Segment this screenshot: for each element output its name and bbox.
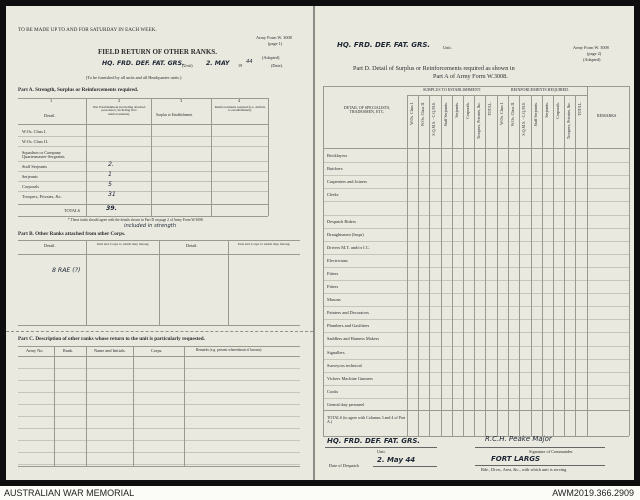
part-d-title: Part D. Detail of Surplus or Reinforcements required as shown in bbox=[353, 65, 515, 72]
despatch-date-handwritten: 2. May 44 bbox=[377, 456, 416, 464]
col-head: Unit and Corps to which they belong. bbox=[237, 242, 291, 246]
col-head: Detail. bbox=[44, 243, 56, 248]
col-head: War Establishment (including attached personnel ( including first reinforcements). bbox=[92, 105, 146, 116]
trade-rule bbox=[323, 175, 629, 176]
subcol-head: TOTAL. bbox=[487, 102, 493, 116]
top-instruction: TO BE MADE UP TO AND FOR SATURDAY IN EACH WEEK. bbox=[18, 27, 157, 33]
subcol-head: Corporals. bbox=[555, 102, 560, 119]
strength-value: 5 bbox=[108, 181, 112, 188]
strength-value: 1 bbox=[108, 171, 112, 178]
trade-rule bbox=[323, 215, 629, 216]
totals-value: 39. bbox=[106, 205, 117, 212]
furnished-note: (To be furnished by all units and all Headquarter units.) bbox=[86, 75, 182, 80]
grid-col-line bbox=[587, 86, 588, 436]
station-label: Bde., Divn., Area, &c., with which unit is serving bbox=[481, 467, 567, 472]
left-page bbox=[6, 6, 313, 480]
trade-label: Cooks bbox=[327, 388, 339, 394]
subcol-head: Troopers, Privates, &c. bbox=[476, 102, 482, 140]
remarks-head: REMARKS bbox=[597, 113, 617, 118]
subcol-head: W.Os. Class I. bbox=[499, 102, 504, 125]
footer-source: AUSTRALIAN WAR MEMORIAL bbox=[4, 488, 135, 498]
col-num: 3 bbox=[180, 98, 183, 103]
trade-label: Fitters bbox=[327, 284, 339, 289]
trade-label: Carpenters and Joiners bbox=[327, 179, 367, 185]
right-page bbox=[315, 6, 634, 480]
footer bbox=[0, 486, 640, 500]
part-c-rule bbox=[18, 368, 300, 369]
totals-row-label: TOTALS (to agree with Columns 3 and 4 of Part A.) bbox=[327, 415, 406, 424]
col-head: Unit and Corps to which they belong. bbox=[96, 242, 150, 246]
part-c-rule bbox=[18, 428, 300, 429]
trade-rule bbox=[323, 201, 629, 202]
unit-handwritten: HQ. FRD. DEF. FAT. GRS. bbox=[102, 60, 185, 67]
col-head: Rank. bbox=[63, 348, 74, 353]
subcol-head: W.Os. Class II. bbox=[510, 102, 516, 127]
year-handwritten: 44 bbox=[246, 59, 253, 65]
col-num: 2 bbox=[118, 98, 121, 103]
footer-accession: AWM2019.366.2909 bbox=[552, 488, 634, 498]
trade-label: Butchers bbox=[327, 166, 343, 172]
trade-rule bbox=[323, 332, 629, 333]
surplus-head: SURPLUS TO ESTABLISHMENT. bbox=[423, 87, 482, 92]
trade-label: Drivers M.T. and/or I.C. bbox=[327, 244, 370, 250]
part-c-rule bbox=[18, 404, 300, 405]
trade-label: Painters and Decorators bbox=[327, 310, 369, 316]
trade-rule bbox=[323, 188, 629, 189]
trade-label: Surveyors technical bbox=[327, 362, 362, 368]
year-prefix: 19 bbox=[238, 63, 243, 68]
trade-label: Saddlers and Harness Makers bbox=[327, 336, 380, 342]
trade-rule bbox=[323, 306, 629, 307]
trade-rule bbox=[323, 162, 629, 163]
trade-rule bbox=[323, 254, 629, 255]
station-handwritten: FORT LARGS bbox=[491, 455, 541, 463]
sig-unit-handwritten: HQ. FRD. DEF. FAT. GRS. bbox=[327, 437, 421, 445]
row-label: Corporals bbox=[22, 184, 39, 189]
trade-label: Electricians bbox=[327, 257, 348, 263]
reinf-head: REINFORCEMENTS REQUIRED. bbox=[511, 87, 570, 92]
part-a-title: Part A. Strength, Surplus or Reinforcements required. bbox=[18, 87, 139, 93]
trade-label: Bricklayers bbox=[327, 153, 348, 158]
part-c-rule bbox=[18, 452, 300, 453]
col-head: Army No. bbox=[26, 348, 44, 353]
col-num: 1 bbox=[50, 98, 53, 103]
trade-label: Vickers Machine Gunners bbox=[327, 375, 373, 381]
trade-rule bbox=[323, 372, 629, 373]
row-label: Troopers, Privates, &c. bbox=[22, 194, 62, 199]
subcol-head: Troopers, Privates, &c. bbox=[566, 102, 572, 140]
page-ref: (page 1) bbox=[268, 41, 283, 46]
row-label: W.Os. Class I. bbox=[22, 129, 47, 134]
trade-rule bbox=[323, 267, 629, 268]
col-head: Detail. bbox=[186, 243, 198, 248]
row-label: W.Os. Class II. bbox=[22, 139, 48, 144]
date-label: (Date). bbox=[271, 63, 284, 68]
row-label: Staff Serjeants bbox=[22, 164, 48, 169]
detail-head: DETAIL OF SPECIALISTS, TRADESMEN, ETC. bbox=[343, 105, 391, 114]
trade-label: Plumbers and Gasfitters bbox=[327, 323, 370, 329]
trade-rule bbox=[323, 385, 629, 386]
col-num: 4 bbox=[238, 98, 241, 103]
right-army-form: Army Form W. 3008 bbox=[573, 45, 609, 50]
general-duty-label: General duty personnel bbox=[327, 402, 365, 407]
subcol-head: Corporals. bbox=[465, 102, 470, 119]
totals-note: * These totals should agree with the details shown in Part D on page 2 of Army Form W.3008. bbox=[68, 218, 204, 222]
col-head: Remarks (e.g. present whereabouts if known). bbox=[196, 348, 263, 352]
col-head: Corps. bbox=[151, 348, 163, 353]
trade-label: Fitters bbox=[327, 270, 339, 276]
trade-label: Signallers bbox=[327, 349, 345, 355]
subcol-head: Staff Serjeants. bbox=[442, 102, 448, 127]
trade-rule bbox=[323, 398, 629, 399]
trade-label: Despatch Riders bbox=[327, 218, 356, 224]
trade-label: Clerks bbox=[327, 192, 339, 198]
army-form-label: Army Form W. 3008 bbox=[256, 35, 292, 40]
part-c-rule bbox=[18, 416, 300, 417]
adapted-label: (Adapted) bbox=[262, 55, 280, 60]
part-d-title-2: Part A of Army Form W.3008. bbox=[433, 73, 508, 80]
trade-rule bbox=[323, 346, 629, 347]
row-label: Serjeants bbox=[22, 174, 38, 179]
col-head: Name and Initials. bbox=[94, 348, 126, 353]
part-c-rule bbox=[18, 464, 300, 465]
sig-label: Signature of Commander. bbox=[529, 449, 574, 454]
included-handwritten: included in strength bbox=[124, 223, 177, 229]
part-c-rule bbox=[18, 392, 300, 393]
right-adapted: (Adapted) bbox=[583, 57, 601, 62]
trade-rule bbox=[323, 359, 629, 360]
subcol-head: S.Q.M.S. - C.Q.M.S. bbox=[521, 102, 527, 136]
signature-handwritten: R.C.H. Peake Major bbox=[485, 435, 552, 443]
part-c-title: Part C. Description of other ranks whose return to the unit is particularly requested. bbox=[18, 336, 205, 342]
part-b-title: Part B. Other Ranks attached from other Corps. bbox=[18, 231, 126, 237]
totals-label: TOTALS bbox=[64, 208, 81, 213]
part-c-rule bbox=[18, 440, 300, 441]
trade-rule bbox=[323, 280, 629, 281]
unit-label: (Unit) bbox=[182, 63, 193, 68]
col-head: Surplus to Establishment. bbox=[156, 113, 193, 117]
date-handwritten: 2. MAY bbox=[206, 60, 230, 67]
sig-unit-label: Unit. bbox=[377, 449, 386, 454]
col-head: Detail. bbox=[44, 113, 56, 118]
despatch-label: Date of Despatch bbox=[329, 463, 359, 468]
form-title: FIELD RETURN OF OTHER RANKS. bbox=[98, 48, 217, 56]
row-label: Squadron or Company Quartermaster-Sergeants bbox=[22, 150, 65, 160]
col-head: Reinforcements required (i.e. deficits to establishment). bbox=[214, 105, 266, 113]
right-page-ref: (page 2) bbox=[587, 51, 602, 56]
subcol-head: Staff Serjeants. bbox=[532, 102, 538, 127]
part-c-rule bbox=[18, 380, 300, 381]
strength-value: 31 bbox=[108, 191, 116, 198]
trade-rule bbox=[323, 293, 629, 294]
subcol-head: W.Os. Class I. bbox=[409, 102, 414, 125]
subcol-head: Serjeants. bbox=[543, 102, 549, 118]
right-unit-label: Unit. bbox=[443, 45, 452, 50]
trade-rule bbox=[323, 241, 629, 242]
trade-label: Draughtsmen (Inspr) bbox=[327, 231, 364, 237]
subcol-head: S.Q.M.S. - C.Q.M.S. bbox=[431, 102, 437, 136]
trade-rule bbox=[323, 319, 629, 320]
trade-label: Masons bbox=[327, 297, 341, 303]
trade-rule bbox=[323, 228, 629, 229]
subcol-head: Serjeants. bbox=[453, 102, 459, 118]
right-unit-handwritten: HQ. FRD. DEF. FAT. GRS. bbox=[337, 41, 431, 49]
part-b-handwritten: 8 RAE (?) bbox=[52, 267, 81, 274]
subcol-head: W.Os. Class II. bbox=[420, 102, 426, 127]
subcol-head: TOTAL. bbox=[577, 102, 583, 116]
strength-value: 2. bbox=[108, 161, 114, 168]
